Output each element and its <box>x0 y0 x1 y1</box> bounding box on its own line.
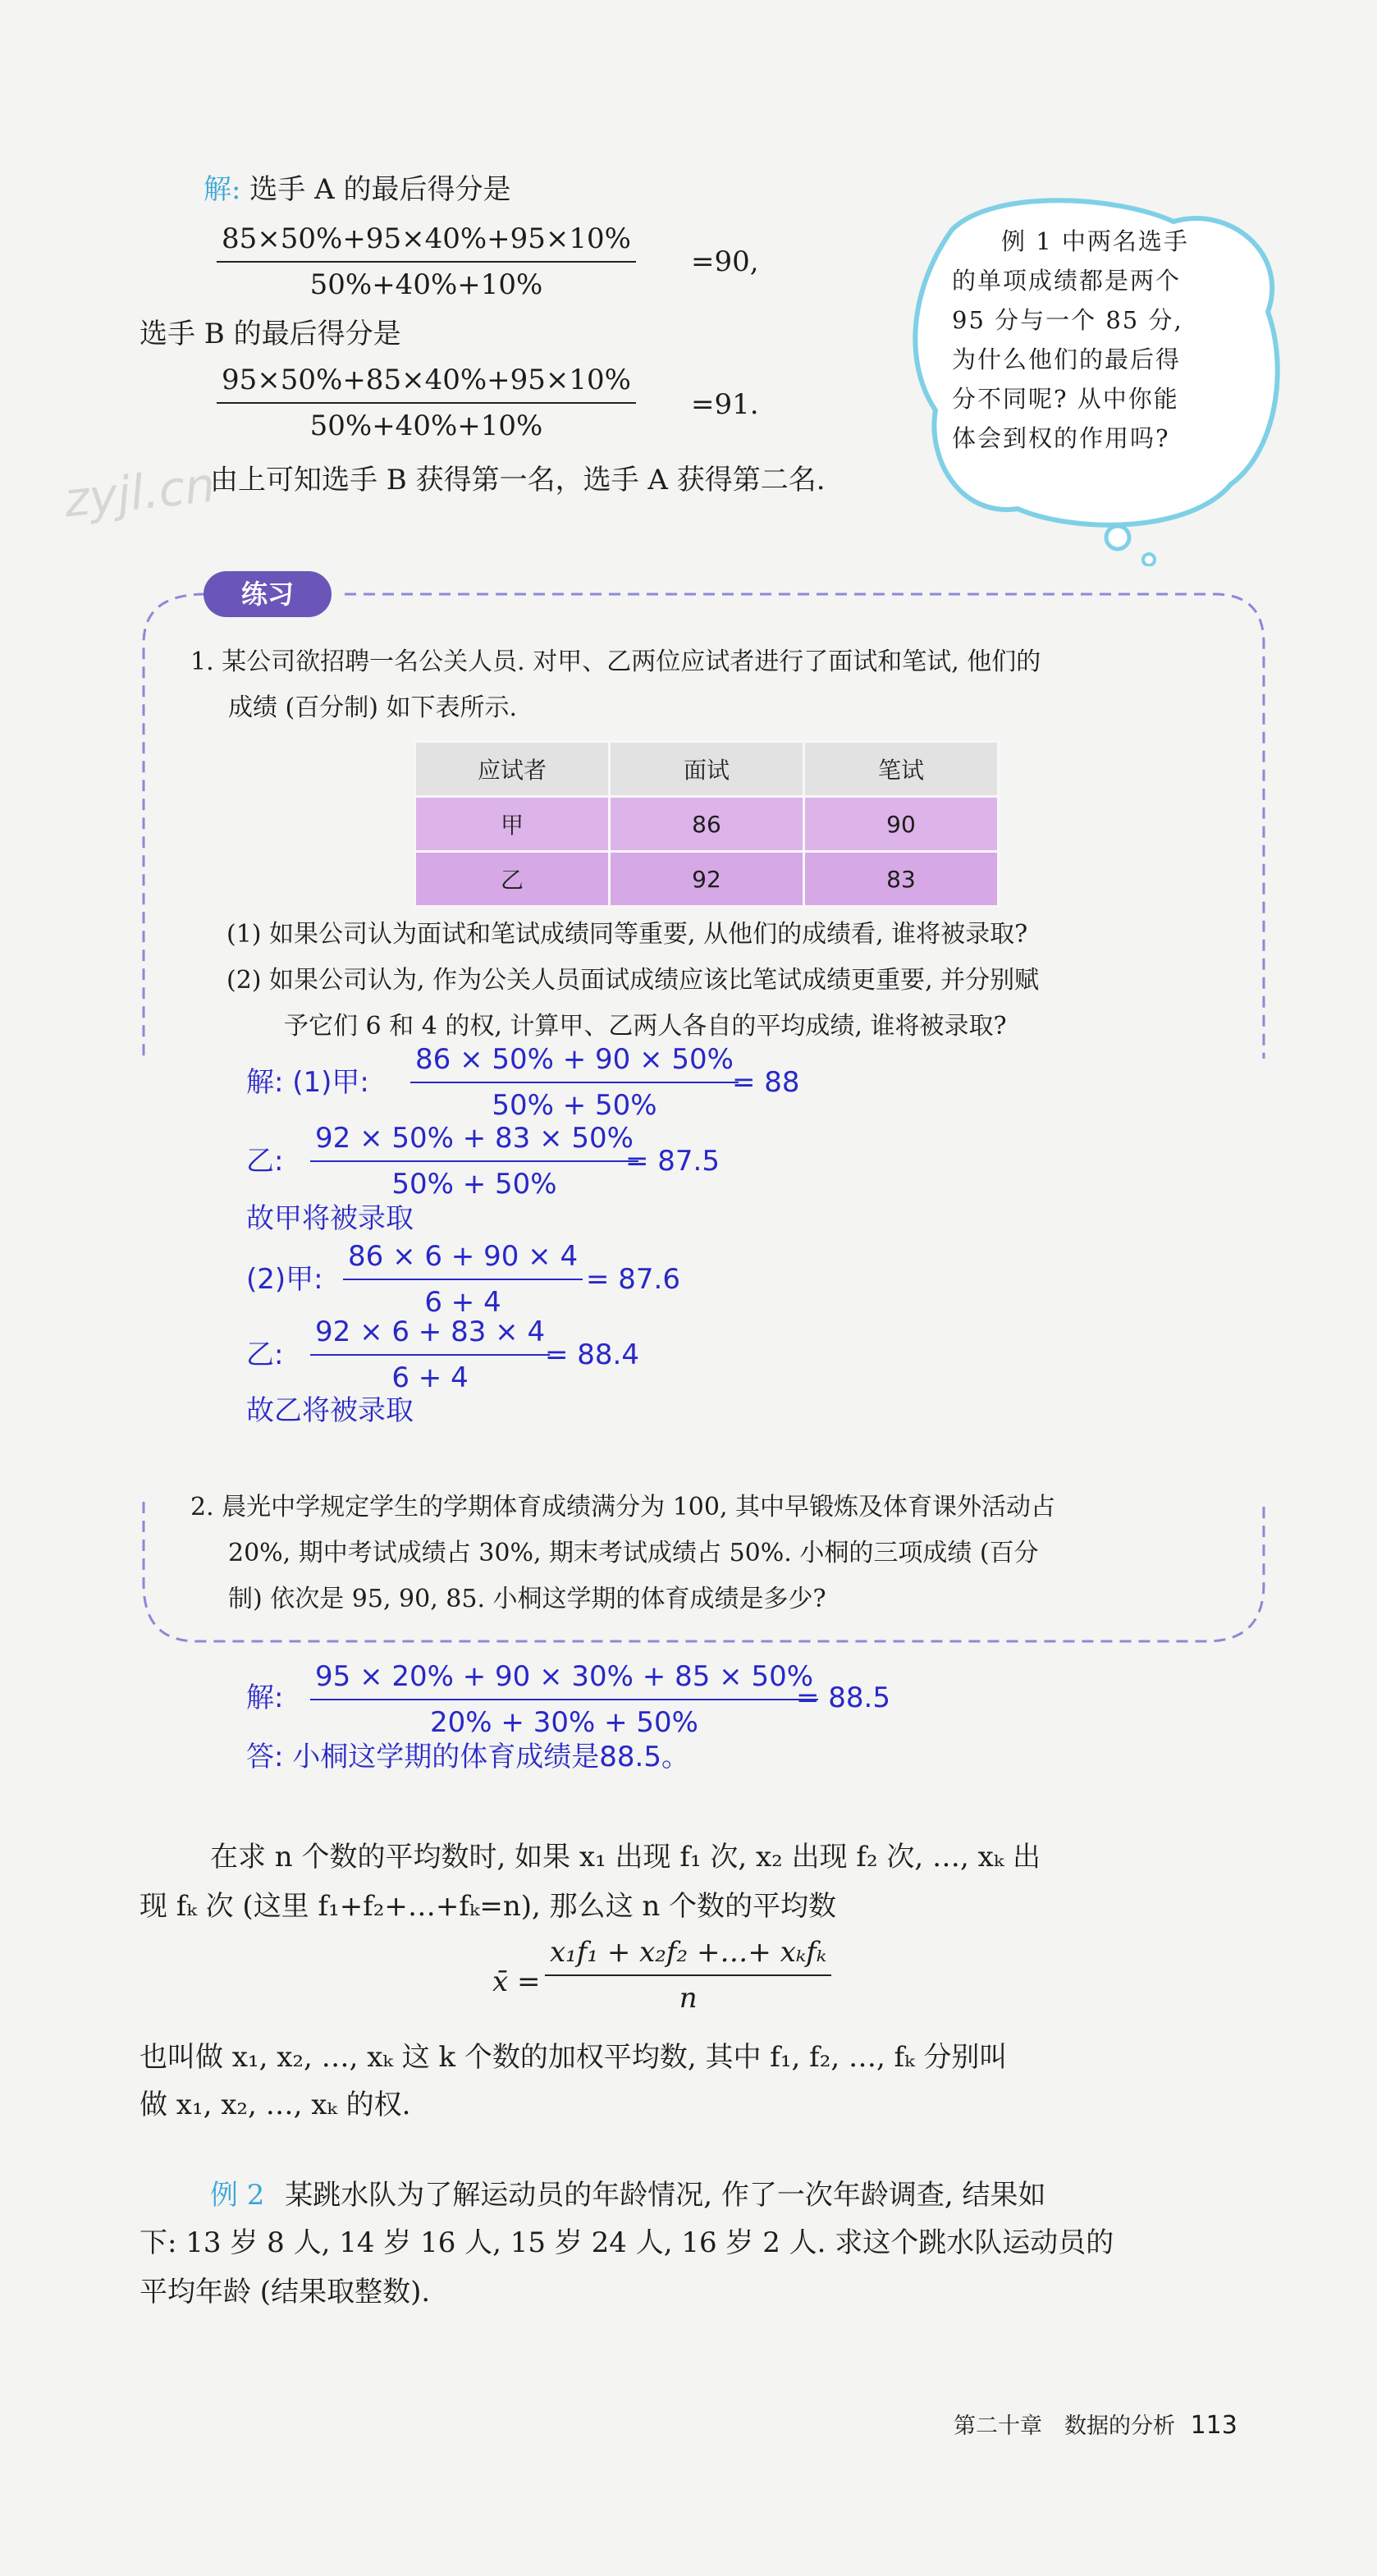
table-row: 乙 92 83 <box>415 852 999 907</box>
bubble-line: 分不同呢? 从中你能 <box>952 385 1179 413</box>
solution-text-b: 选手 B 的最后得分是 <box>140 318 401 350</box>
result-a: =90, <box>691 245 759 278</box>
result-b: =91. <box>691 388 759 421</box>
answer-fraction: $\frac{95 \times 20\% + 90 \times 30\% + 85 \times 50\%}{20\% + 30\% + 50\%}$ <box>310 1658 818 1741</box>
exercise-badge: 练习 <box>204 571 332 617</box>
watermark: zyjl.cn <box>61 456 218 528</box>
question-1-part-1: (1) 如果公司认为面试和笔试成绩同等重要, 从他们的成绩看, 谁将被录取? <box>226 920 1028 949</box>
example-2-label: 例 2 <box>210 2179 265 2212</box>
table-header: 面试 <box>610 742 804 797</box>
answer-fraction: $\frac{86 \times 50\% + 90 \times 50\%}{50\% + 50\%}$ <box>410 1041 739 1124</box>
chapter-title: 第二十章 数据的分析 <box>954 2414 1175 2439</box>
bubble-line: 为什么他们的最后得 <box>952 345 1182 373</box>
answer-fraction: $\frac{92 \times 6 + 83 \times 4}{6 + 4}$ <box>310 1313 550 1397</box>
page-footer <box>954 2409 1237 2443</box>
fraction-b: $\frac{95\times 50\%+85\times 40\%+95\times 10\%}{50\%+40\%+10\%}$ <box>217 361 636 445</box>
table-row: 甲 86 90 <box>415 797 999 852</box>
bubble-line: 95 分与一个 85 分, <box>952 306 1183 334</box>
formula-lhs: x̄ = <box>492 1965 541 1998</box>
answer-fraction: $\frac{92 \times 50\% + 83 \times 50\%}{50\% + 50\%}$ <box>310 1119 638 1203</box>
solution-text-a: 选手 A 的最后得分是 <box>249 173 511 206</box>
bubble-line: 的单项成绩都是两个 <box>952 267 1182 295</box>
weighted-mean-formula: x₁f₁ + x₂f₂ +…+ xₖfₖ n <box>545 1933 831 2017</box>
answer-fraction: $\frac{86 \times 6 + 90 \times 4}{6 + 4}$ <box>343 1238 583 1321</box>
solution-label: 解: <box>204 173 241 206</box>
fraction-a: $\frac{85\times 50\%+95\times 40\%+95\times 10\%}{50\%+40\%+10\%}$ <box>217 220 636 304</box>
conclusion: 由上可知选手 B 获得第一名，选手 A 获得第二名. <box>210 464 826 496</box>
question-1-part-2: (2) 如果公司认为, 作为公关人员面试成绩应该比笔试成绩更重要, 并分别赋 <box>226 966 1040 995</box>
table-header: 应试者 <box>415 742 610 797</box>
table-header: 笔试 <box>804 742 999 797</box>
bubble-line: 体会到权的作用吗? <box>952 424 1170 452</box>
scores-table <box>414 740 1000 908</box>
bubble-line: 例 1 中两名选手 <box>1001 227 1189 255</box>
page-number: 113 <box>1190 2411 1237 2440</box>
